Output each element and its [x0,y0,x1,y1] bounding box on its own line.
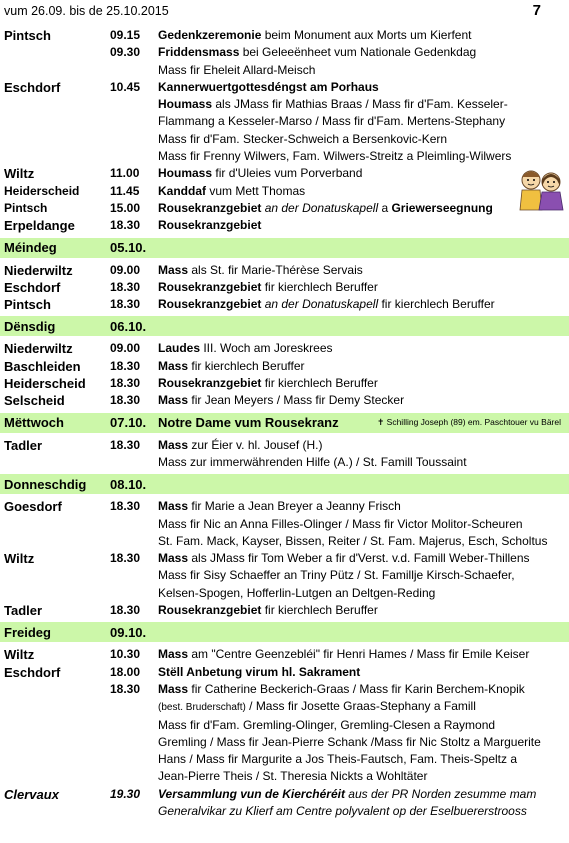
plain-text: vum Mett Thomas [206,183,306,198]
schedule-entry [0,200,569,217]
entry-description [158,437,569,472]
plain-text: Gremling / Mass fir Jean-Pierre Schank /Mass fir Nic Stoltz a Marguerite [158,734,541,749]
description-line [158,131,569,148]
bold-text: Laudes [158,341,201,356]
description-line [158,44,569,61]
entry-description [158,602,569,619]
schedule-entry [0,27,569,44]
description-line [158,96,569,113]
day-header [0,622,569,642]
entry-description [158,165,569,182]
entry-description [158,217,569,234]
entry-location: Tadler [4,603,43,619]
bold-text: Stëll Anbetung virum hl. Sakrament [158,664,361,679]
plain-text: fir d'Uleies vum Porverband [212,166,363,181]
day-date: 06.10. [110,318,147,334]
page-number: 7 [532,2,541,19]
entry-description [158,200,569,217]
date-range: vum 26.09. bis de 25.10.2015 [4,4,169,18]
italic-text: aus der PR Norden zesumme mam [344,786,537,801]
plain-text: Kelsen-Spogen, Hofferlin-Lutgen an Deltgen-Reding [158,585,436,600]
description-line [158,183,569,200]
plain-text: St. Fam. Mack, Kayser, Bissen, Reiter / St. Fam. Majerus, Esch, Scholtus [158,533,548,548]
entry-location: Heiderscheid [4,183,80,198]
description-line [158,79,569,96]
description-line [158,165,569,182]
schedule-entry [0,375,569,392]
plain-text: fir Catherine Beckerich-Graas / Mass fir Karin Berchem-Knopik [188,681,525,696]
plain-text: Mass fir d'Fam. Stecker-Schweich a Bersenkovic-Kern [158,131,448,146]
bold-text: Mass [158,681,189,696]
schedule-entry [0,681,569,786]
day-header [0,316,569,336]
entry-time: 18.30 [110,393,141,408]
entry-time: 18.30 [110,297,141,312]
schedule-entry [0,646,569,663]
italic-text: Generalvikar zu Klierf am Centre polyvalent op der Eselbuererstrooss [158,803,527,818]
bold-text: Rousekranzgebiet [158,200,265,215]
plain-text: fir kierchlech Beruffer [188,358,305,373]
description-line [158,454,569,471]
schedule-entry [0,44,569,79]
plain-text: am "Centre Geenzebléi" fir Henri Hames / Mass fir Emile Keiser [188,647,530,662]
description-line [158,698,569,716]
bold-text: Mass [158,437,189,452]
schedule-entry [0,279,569,296]
plain-text: als St. fir Marie-Thérèse Servais [188,262,363,277]
entry-description [158,44,569,79]
description-line [158,533,569,550]
plain-text: fir kierchlech Beruffer [378,297,495,312]
entry-location: Niederwiltz [4,262,73,278]
plain-text: als JMass fir Mathias Braas / Mass fir d'Fam. Kesseler- [212,97,508,112]
bold-text: Mass [158,551,189,566]
description-line [158,392,569,409]
plain-text: Mass fir Eheleit Allard-Meisch [158,62,316,77]
schedule-entry [0,437,569,472]
bold-text: Griewerseegnung [391,200,493,215]
entry-description [158,646,569,663]
entry-time: 18.30 [110,218,141,233]
entry-description [158,375,569,392]
bold-text: Kanddaf [158,183,206,198]
entry-description [158,550,569,602]
entry-location: Erpeldange [4,218,75,234]
schedule-entry [0,296,569,313]
day-date: 07.10. [110,415,147,431]
entry-description [158,279,569,296]
day-name: Mëttwoch [4,415,64,431]
bold-italic-text: Versammlung vun de Kierchéréit [158,786,345,801]
entry-description [158,358,569,375]
entry-time: 19.30 [110,786,141,801]
entry-location [0,44,110,79]
entry-time: 10.45 [110,79,141,94]
entry-time: 18.30 [110,499,141,514]
entry-location: Eschdorf [4,79,61,95]
bold-text: Rousekranzgebiet [158,279,262,294]
description-line [158,358,569,375]
day-date: 05.10. [110,240,147,256]
description-line [158,498,569,515]
obituary-note: ✝ Schilling Joseph (89) em. Paschtouer vu Bärel [377,417,561,428]
description-line [158,262,569,279]
plain-text: zur Éier v. hl. Jousef (H.) [188,437,323,452]
description-line [158,550,569,567]
schedule-entry [0,602,569,619]
description-line [158,646,569,663]
bold-text: Mass [158,358,189,373]
entry-location: Wiltz [4,647,35,663]
entry-location: Pintsch [4,200,48,215]
entry-time: 11.00 [110,166,140,181]
schedule-entry [0,262,569,279]
entry-time: 09.00 [110,341,141,356]
schedule-entry [0,392,569,409]
entry-location: Pintsch [4,297,51,313]
entry-time: 18.30 [110,279,141,294]
italic-text: an der Donatuskapell [264,200,379,215]
day-name: Freideg [4,624,51,640]
schedule-entry [0,183,569,200]
schedule [0,27,569,820]
bold-text: Houmass [158,166,213,181]
entry-description [158,183,569,200]
entry-location: Eschdorf [4,279,61,295]
bold-text: Rousekranzgebiet [158,297,265,312]
description-line [158,375,569,392]
description-line [158,113,569,130]
day-feast: Notre Dame vum Rousekranz [158,415,339,431]
plain-text: Mass fir d'Fam. Gremling-Olinger, Gremling-Clesen a Raymond [158,717,496,732]
entry-description [158,79,569,165]
description-line [158,296,569,313]
entry-description [158,262,569,279]
entry-description [158,681,569,786]
plain-text: Mass zur immerwährenden Hilfe (A.) / St. Famill Toussaint [158,454,467,469]
plain-text: Mass fir Nic an Anna Filles-Olinger / Mass fir Victor Molitor-Scheuren [158,516,523,531]
description-line [158,734,569,751]
plain-text: fir kierchlech Beruffer [261,603,378,618]
entry-location: Pintsch [4,28,51,43]
entry-time: 18.00 [110,664,141,679]
description-line [158,148,569,165]
entry-time: 11.45 [110,183,140,198]
bold-text: Mass [158,393,189,408]
entry-description [158,340,569,357]
entry-description [158,498,569,550]
italic-text: an der Donatuskapell [264,297,379,312]
schedule-entry [0,165,569,182]
entry-description [158,786,569,821]
plain-text: fir Jean Meyers / Mass fir Demy Stecker [188,393,405,408]
entry-description [158,664,569,681]
entry-description [158,296,569,313]
bold-text: Mass [158,499,189,514]
small-text: (best. Bruderschaft) [158,702,246,714]
entry-location: Clervaux [4,786,59,802]
entry-location: Eschdorf [4,664,61,680]
entry-location: Baschleiden [4,358,81,374]
plain-text: fir kierchlech Beruffer [261,376,378,391]
description-line [158,768,569,785]
entry-time: 15.00 [110,200,141,215]
schedule-entry [0,358,569,375]
description-line [158,717,569,734]
entry-time: 09.00 [110,262,141,277]
plain-text: fir Marie a Jean Breyer a Jeanny Frisch [188,499,401,514]
entry-time: 18.30 [110,376,141,391]
description-line [158,200,569,217]
two-children-illustration-icon [517,168,565,212]
plain-text: beim Monument aux Morts um Kierfent [261,28,472,42]
description-line [158,681,569,698]
bold-text: Friddensmass [158,45,240,60]
bold-text: Rousekranzgebiet [158,376,262,391]
entry-time: 10.30 [110,647,141,662]
description-line [158,602,569,619]
entry-location: Tadler [4,437,43,453]
entry-time: 18.30 [110,681,141,696]
schedule-entry [0,664,569,681]
plain-text: III. Woch am Joreskrees [200,341,333,356]
plain-text: Jean-Pierre Theis / St. Theresia Nickts a Wohltäter [158,769,428,784]
day-header [0,413,569,433]
entry-time: 18.30 [110,551,141,566]
entry-description [158,392,569,409]
day-name: Dënsdig [4,318,56,334]
description-line [158,340,569,357]
description-line [158,516,569,533]
plain-text: fir kierchlech Beruffer [261,279,378,294]
plain-text: Mass fir Sisy Schaeffer an Triny Pütz / St. Famillje Kirsch-Schaefer, [158,568,515,583]
entry-time: 09.30 [110,45,141,60]
day-date: 08.10. [110,476,147,492]
description-line [158,217,569,234]
page-header [0,0,569,27]
schedule-entry [0,79,569,165]
bold-text: Gedenkzeremonie [158,28,262,42]
entry-time: 18.30 [110,603,141,618]
entry-location: Niederwiltz [4,341,73,357]
description-line [158,62,569,79]
plain-text: als JMass fir Tom Weber a fir d'Verst. v.d. Famill Weber-Thillens [188,551,530,566]
entry-location: Selscheid [4,393,65,409]
plain-text: Flammang a Kesseler-Marso / Mass fir d'Fam. Mertens-Stephany [158,114,506,129]
bold-text: Rousekranzgebiet [158,603,262,618]
plain-text: a [378,200,392,215]
entry-description [158,27,569,44]
day-name: Méindeg [4,240,57,256]
schedule-entry [0,550,569,602]
entry-location: Goesdorf [4,499,62,515]
day-date: 09.10. [110,624,147,640]
schedule-entry [0,217,569,234]
description-line [158,27,569,44]
entry-location: Wiltz [4,551,35,567]
description-line [158,567,569,584]
bold-text: Rousekranzgebiet [158,218,262,233]
bold-text: Mass [158,647,189,662]
description-line [158,803,569,820]
plain-text: / Mass fir Josette Graas-Stephany a Famill [245,699,476,714]
entry-time: 18.30 [110,437,141,452]
bold-text: Mass [158,262,189,277]
entry-time: 18.30 [110,358,141,373]
plain-text: bei Geleeënheet vum Nationale Gedenkdag [239,45,477,60]
bold-text: Kannerwuertgottesdéngst am Porhaus [158,79,379,94]
day-header [0,238,569,258]
description-line [158,279,569,296]
entry-location [0,681,110,786]
bold-text: Houmass [158,97,213,112]
entry-time: 09.15 [110,28,141,42]
entry-location: Heiderscheid [4,376,86,392]
schedule-entry [0,340,569,357]
description-line [158,664,569,681]
entry-location: Wiltz [4,166,35,182]
plain-text: Mass fir Frenny Wilwers, Fam. Wilwers-Streitz a Pleimling-Wilwers [158,149,512,164]
schedule-entry [0,786,569,821]
plain-text: Hans / Mass fir Margurite a Jos Theis-Fautsch, Fam. Theis-Speltz a [158,752,518,767]
day-name: Donneschdig [4,476,87,492]
description-line [158,585,569,602]
description-line [158,751,569,768]
day-header [0,474,569,494]
description-line [158,437,569,454]
schedule-entry [0,498,569,550]
description-line [158,786,569,803]
